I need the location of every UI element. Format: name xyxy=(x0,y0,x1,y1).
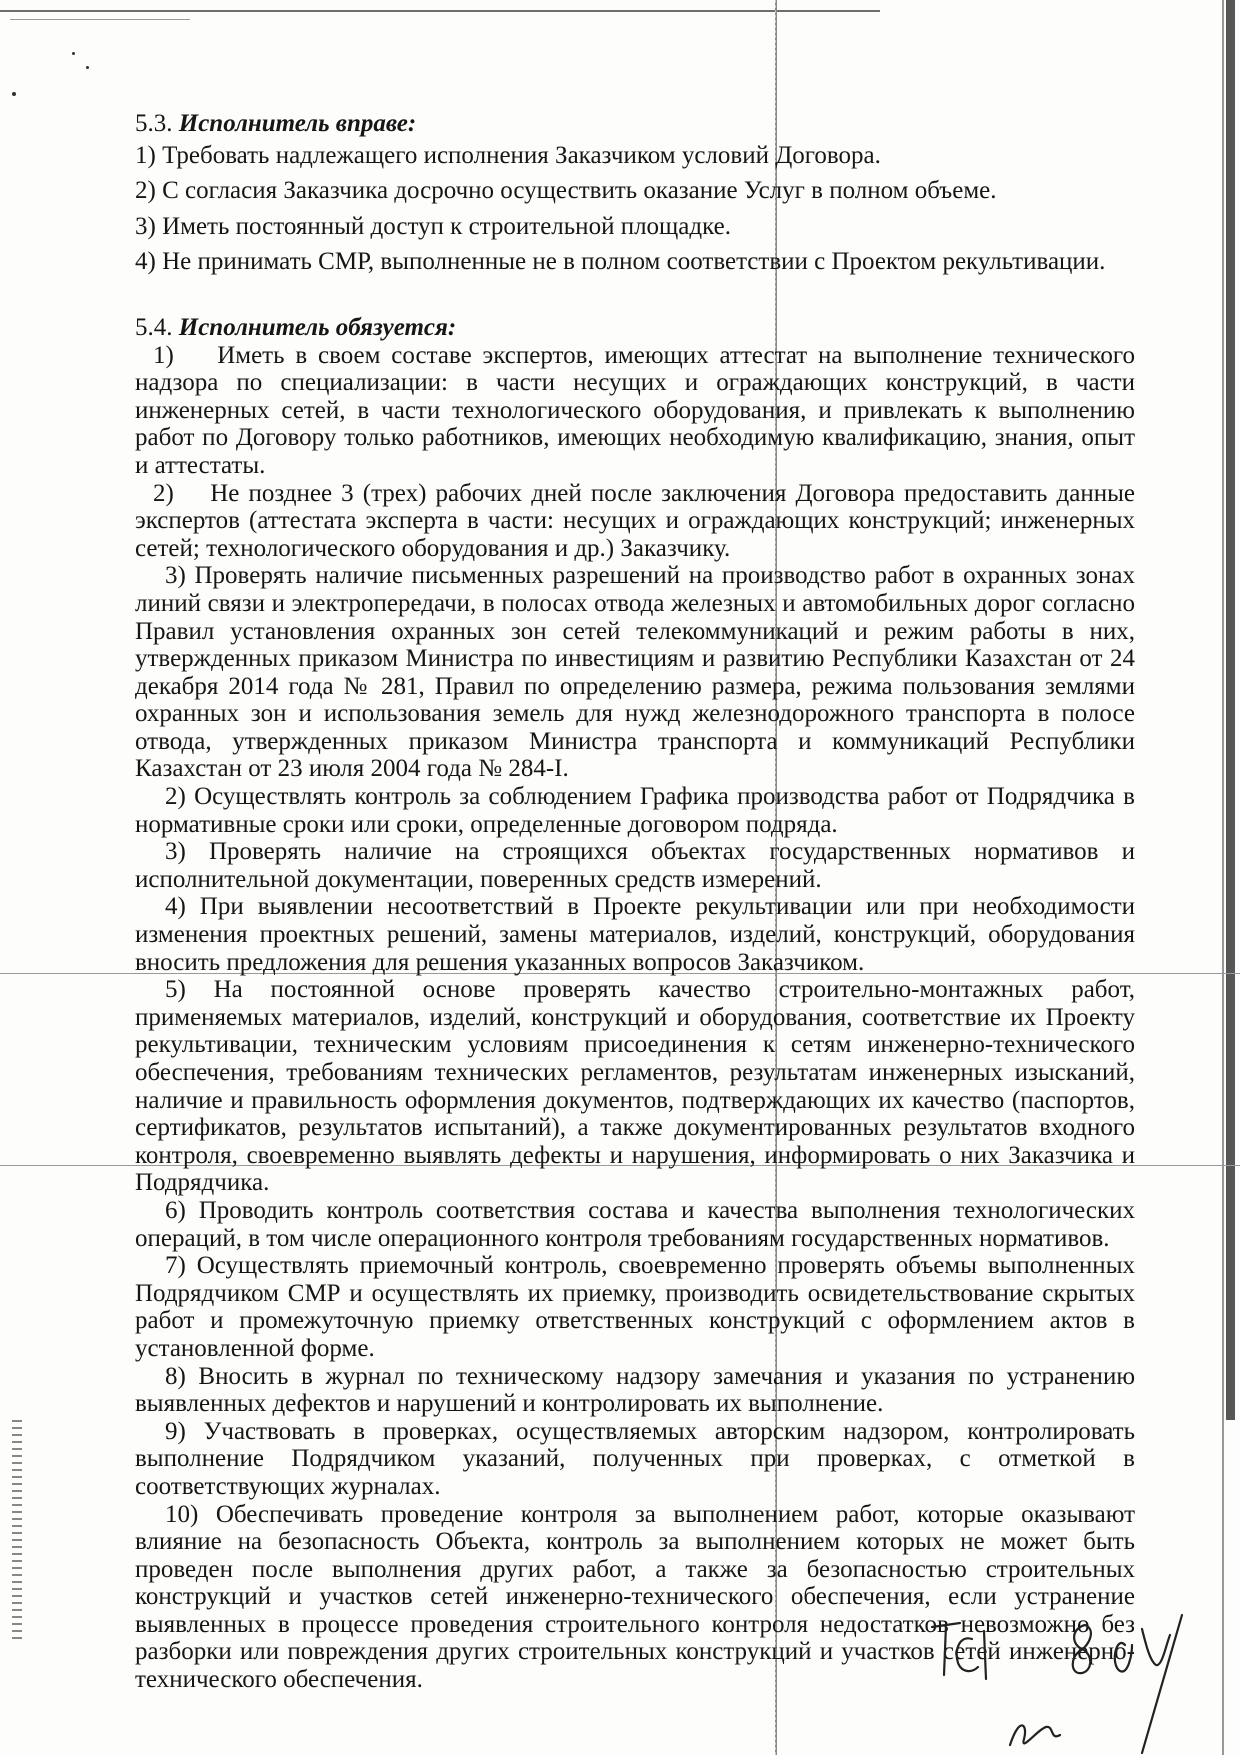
list-item: 2) С согласия Заказчика досрочно осуществить оказание Услуг в полном объеме. xyxy=(135,177,997,205)
scan-top-rule-secondary xyxy=(10,19,190,20)
scan-speck xyxy=(86,66,89,69)
section-spacer xyxy=(135,284,1135,314)
scan-speck xyxy=(12,92,16,96)
obligation-paragraph: 9) Участвовать в проверках, осуществляемых авторским надзором, контролировать выполнение Подрядчиком указаний, полученных при проверках, с отметкой в соответствующих журналах. xyxy=(135,1417,1135,1500)
list-item: 1) Требовать надлежащего исполнения Заказчиком условий Договора. xyxy=(135,141,881,169)
scan-top-rule xyxy=(0,10,880,12)
obligation-paragraph: 1) Иметь в своем составе экспертов, имеющих аттестат на выполнение технического надзора по специализации: в части несущих и ограждающих конструкций, в части инженерных сетей, в части технологического оборудования, и привлекать к выполнению работ по Договору только работников, имеющих необходимую квалификацию, знания, опыт и аттестаты. xyxy=(135,341,1135,479)
section-5-3-heading xyxy=(135,110,1135,138)
obligation-paragraph: 2) Осуществлять контроль за соблюдением Графика производства работ от Подрядчика в нормативные сроки или сроки, определенные договором подряда. xyxy=(135,783,1135,838)
handwritten-initials-signature xyxy=(920,1605,1220,1755)
obligation-paragraph: 7) Осуществлять приемочный контроль, своевременно проверять объемы выполненных Подрядчиком СМР и осуществлять их приемку, производить освидетельствование скрытых работ и промежуточную приемку ответственных конструкций с оформлением актов в установленной форме. xyxy=(135,1252,1135,1362)
section-5-4-heading xyxy=(135,314,1135,342)
obligation-paragraph: 8) Вносить в журнал по техническому надзору замечания и указания по устранению выявленных дефектов и нарушений и контролировать их выполнение. xyxy=(135,1362,1135,1418)
document-body xyxy=(135,110,1135,1694)
section-number: 5.4. xyxy=(135,313,173,341)
section-number: 5.3. xyxy=(135,110,173,137)
obligation-paragraph: 3) Проверять наличие на строящихся объектах государственных нормативов и исполнительной документации, поверенных средств измерений. xyxy=(135,838,1135,893)
section-title: Исполнитель вправе: xyxy=(178,110,417,137)
scan-right-edge-line xyxy=(1222,0,1224,1755)
obligation-paragraph: 5) На постоянной основе проверять качество строительно-монтажных работ, применяемых материалов, изделий, конструкций и оборудования, соответствие их Проекту рекультивации, техническим условиям присоединения к сетям инженерно-технического обеспечения, требованиям технических регламентов, результатам инженерных изысканий, наличие и правильность оформления документов, подтверждающих их качество (паспортов, сертификатов, результатов испытаний), а также документированных результатов входного контроля, своевременно выявлять дефекты и нарушения, информировать о них Заказчика и Подрядчика. xyxy=(135,976,1135,1197)
scan-left-binding-marks xyxy=(12,1420,22,1640)
section-title: Исполнитель обязуется: xyxy=(178,313,457,341)
obligation-paragraph: 3) Проверять наличие письменных разрешений на производство работ в охранных зонах линий связи и электропередачи, в полосах отвода железных и автомобильных дорог согласно Правил установления охранных зон сетей телекоммуникаций и режим работы в них, утвержденных приказом Министра по инвестициям и развитию Республики Казахстан от 24 декабря 2014 года № 281, Правил по определению размера, режима пользования землями охранных зон и использования земель для нужд железнодорожного транспорта в полосе отвода, утвержденных приказом Министра транспорта и коммуникаций Республики Казахстан от 23 июля 2004 года № 284-I. xyxy=(135,562,1135,783)
obligation-paragraph: 2) Не позднее 3 (трех) рабочих дней после заключения Договора предоставить данные экспертов (аттестата эксперта в части: несущих и ограждающих конструкций; инженерных сетей; технологического оборудования и др.) Заказчику. xyxy=(135,479,1135,562)
obligation-paragraph: 10) Обеспечивать проведение контроля за выполнением работ, которые оказывают влияние на безопасность Объекта, контроль за выполнением которых не может быть проведен после выполнения других работ, а также за безопасностью строительных конструкций и участков сетей инженерно-технического обеспечения, если устранение выявленных в процессе проведения строительного контроля недостатков невозможно без разборки или повреждения других строительных конструкций и участков сетей инженерно-технического обеспечения. xyxy=(135,1500,1135,1694)
obligation-paragraph: 6) Проводить контроль соответствия состава и качества выполнения технологических операций, в том числе операционного контроля требованиям государственных нормативов. xyxy=(135,1196,1135,1252)
list-item: 4) Не принимать СМР, выполненные не в полном соответствии с Проектом рекультивации. xyxy=(135,248,1106,276)
scan-speck xyxy=(72,52,75,55)
list-item: 3) Иметь постоянный доступ к строительной площадке. xyxy=(135,212,731,240)
obligation-paragraph: 4) При выявлении несоответствий в Проекте рекультивации или при необходимости изменения проектных решений, замены материалов, изделий, конструкций, оборудования вносить предложения для решения указанных вопросов Заказчиком. xyxy=(135,893,1135,976)
scan-right-edge xyxy=(1226,0,1235,1420)
